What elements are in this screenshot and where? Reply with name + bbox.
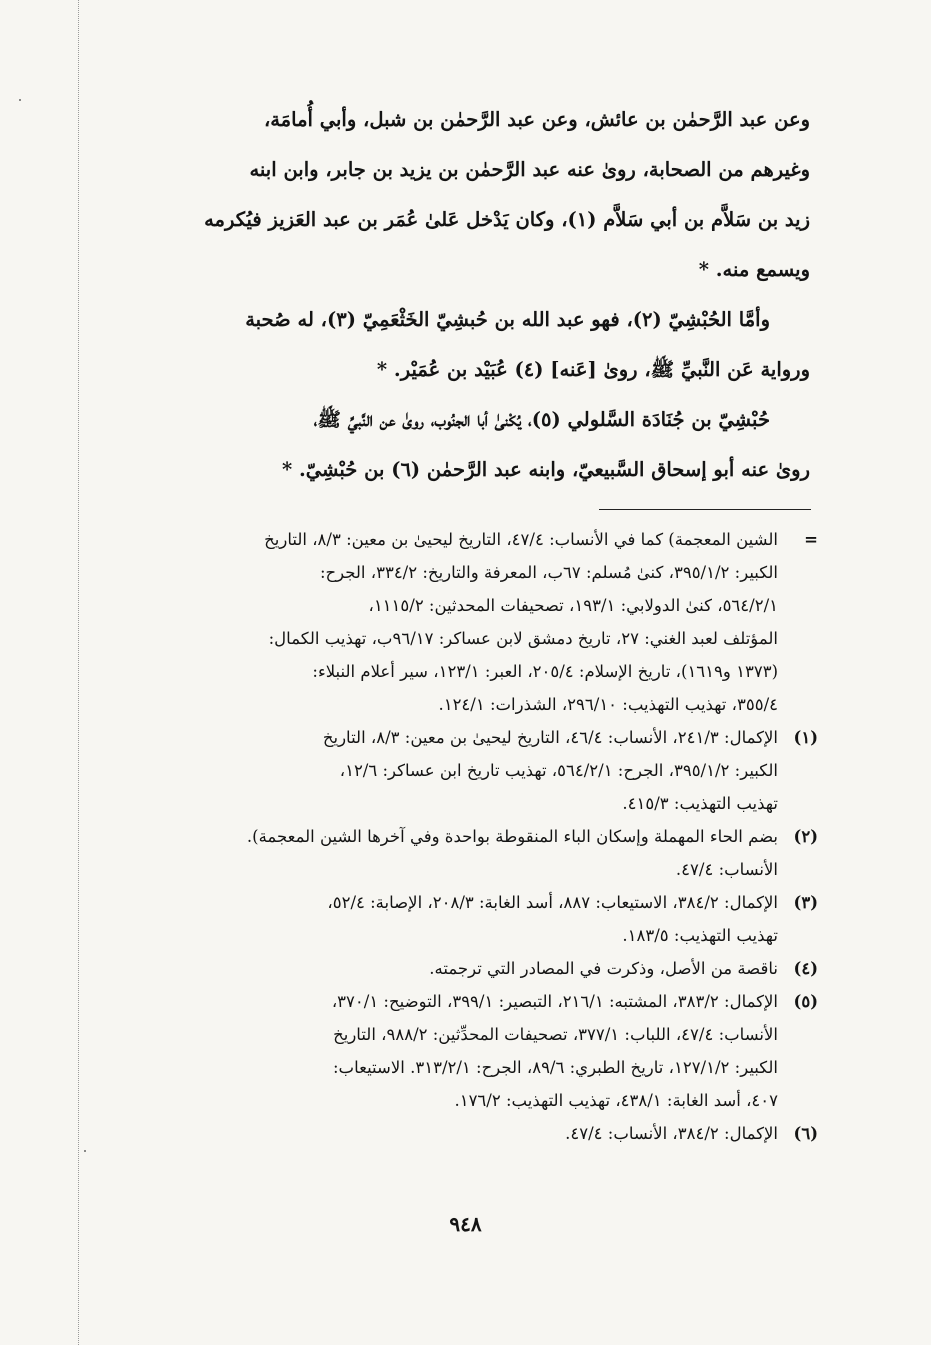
footnote-line: ٣٥٥/٤، تهذيب التهذيب: ٢٩٦/١٠، الشذرات: ١٢٤/١. — [438, 695, 778, 714]
footnote-continuation — [118, 523, 818, 721]
footnote-5 — [118, 985, 818, 1117]
footnote-6 — [118, 1117, 818, 1150]
footnote-3 — [118, 886, 818, 952]
footnote-line: الكبير: ٣٩٥/١/٢، كنىٰ مُسلم: ٦٧ب، المعرفة والتاريخ: ٣٣٤/٢، الجرح: — [319, 563, 778, 582]
scan-speck — [84, 1150, 86, 1152]
page-number: ٩٤٨ — [449, 1212, 482, 1236]
footnote-1 — [118, 721, 818, 820]
footnote-2 — [118, 820, 818, 886]
footnote-line: ناقصة من الأصل، وذكرت في المصادر التي ترجمته. — [429, 959, 778, 978]
binding-edge-line — [78, 0, 79, 1345]
main-text-line: وغيرهم من الصحابة، روىٰ عنه عبد الرَّحمٰن بن يزيد بن جابر، وابن ابنه — [249, 158, 810, 181]
footnote-line: الشين المعجمة) كما في الأنساب: ٤٧/٤، التاريخ ليحيىٰ بن معين: ٨/٣، التاريخ — [264, 530, 778, 549]
footnote-marker: (٢) — [793, 827, 818, 846]
main-text — [118, 95, 810, 495]
footnote-line: ٥٦٤/٢/١، كنىٰ الدولابي: ١٩٣/١، تصحيفات المحدثين: ١١١٥/٢، — [368, 596, 778, 615]
footnote-line: الإكمال: ٢٤١/٣، الأنساب: ٤٦/٤، التاريخ ليحيىٰ بن معين: ٨/٣، التاريخ — [322, 728, 778, 747]
footnote-4 — [118, 952, 818, 985]
footnote-marker: (٤) — [793, 959, 818, 978]
footnote-line: الإكمال: ٣٨٤/٢، الاستيعاب: ٨٨٧، أسد الغابة: ٢٠٨/٣، الإصابة: ٥٢/٤، — [327, 893, 778, 912]
main-text-line: وأمَّا الحُبْشِيّ (٢)، فهو عبد الله بن حُبشِيّ الخَثْعَمِيّ (٣)، له صُحبة — [245, 308, 770, 331]
main-text-line: وعن عبد الرَّحمٰن بن عائش، وعن عبد الرَّحمٰن بن شبل، وأبي أُمامَة، — [263, 108, 810, 131]
footnote-line: الكبير: ٣٩٥/١/٢، الجرح: ٥٦٤/٢/١، تهذيب تاريخ ابن عساكر: ١٢/٦، — [339, 761, 778, 780]
footnote-line: الإكمال: ٣٨٣/٢، المشتبه: ٢١٦/١، التبصير: ٣٩٩/١، التوضيح: ٣٧٠/١، — [331, 992, 778, 1011]
scan-speck — [19, 99, 21, 101]
footnote-line: (١٣٧٣ و١٦١٩)، تاريخ الإسلام: ٢٠٥/٤، العبر: ١٢٣/١، سير أعلام النبلاء: — [312, 662, 778, 681]
main-text-line: ورواية عَن النَّبيِّ ﷺ، روىٰ [عَنه] (٤) عُبَيْد بن عُمَيْر. * — [376, 358, 810, 381]
main-text-line: زيد بن سَلاَّم بن أبي سَلاَّم (١)، وكان يَدْخل عَلىٰ عُمَر بن عبد العَزيز فيُكرمه — [204, 208, 810, 231]
footnote-line: الأنساب: ٤٧/٤. — [675, 860, 778, 879]
footnotes — [118, 523, 818, 1150]
main-text-line: ويسمع منه. * — [698, 258, 810, 281]
footnote-line: بضم الحاء المهملة وإسكان الباء المنقوطة بواحدة وفي آخرها الشين المعجمة). — [246, 827, 778, 846]
main-text-line: حُبْشِيّ بن جُنَادَة السَّلولي (٥)، يُكْنىٰ أبا الجنُوب، روىٰ عن النَّبيِّ ﷺ، — [313, 408, 770, 431]
footnote-separator — [599, 509, 811, 510]
main-text-line: روىٰ عنه أبو إسحاق السَّبيعيّ، وابنه عبد الرَّحمٰن (٦) بن حُبْشِيّ. * — [281, 458, 810, 481]
footnote-marker: = — [804, 530, 818, 549]
footnote-line: المؤتلف لعبد الغني: ٢٧، تاريخ دمشق لابن عساكر: ٩٦/١٧ب، تهذيب الكمال: — [268, 629, 778, 648]
footnote-marker: (٣) — [793, 893, 818, 912]
footnote-marker: (١) — [793, 728, 818, 747]
footnote-marker: (٦) — [793, 1124, 818, 1143]
footnote-line: الأنساب: ٤٧/٤، اللباب: ٣٧٧/١، تصحيفات المحدِّثين: ٩٨٨/٢، التاريخ — [333, 1025, 778, 1044]
footnote-line: الإكمال: ٣٨٤/٢، الأنساب: ٤٧/٤. — [565, 1124, 778, 1143]
footnote-line: ٤٠٧، أسد الغابة: ٤٣٨/١، تهذيب التهذيب: ١٧٦/٢. — [454, 1091, 778, 1110]
footnote-marker: (٥) — [793, 992, 818, 1011]
footnote-line: تهذيب التهذيب: ٤١٥/٣. — [622, 794, 778, 813]
footnote-line: الكبير: ١٢٧/١/٢، تاريخ الطبري: ٨٩/٦، الجرح: ٣١٣/٢/١. الاستيعاب: — [333, 1058, 778, 1077]
footnote-line: تهذيب التهذيب: ١٨٣/٥. — [622, 926, 778, 945]
